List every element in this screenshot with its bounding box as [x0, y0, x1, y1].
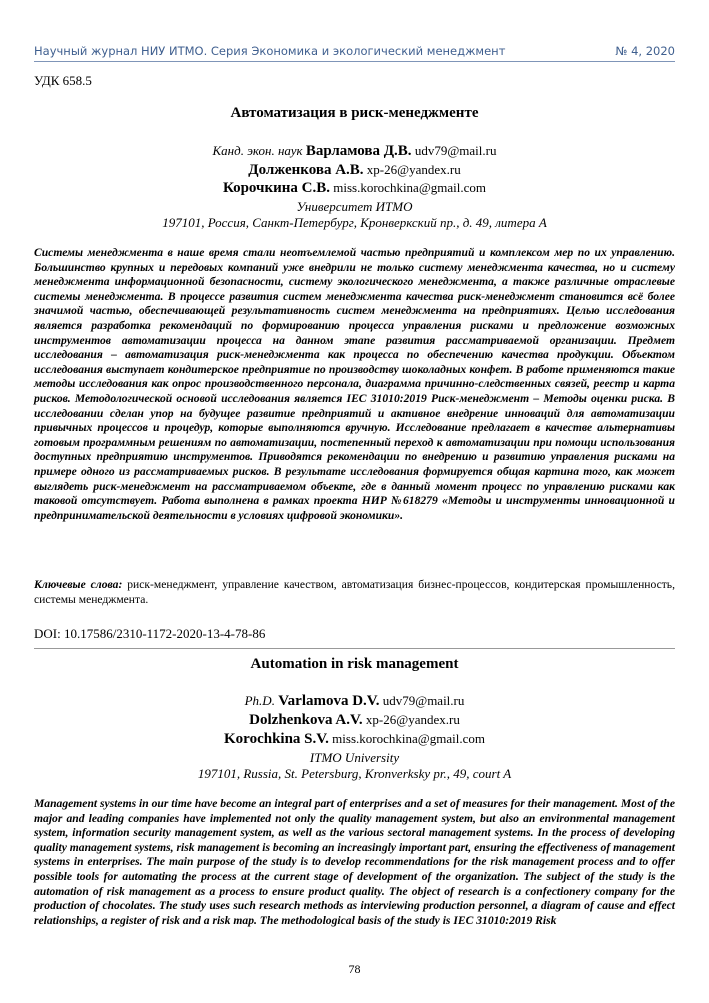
ru-author-3-email[interactable]: miss.korochkina@gmail.com — [333, 180, 487, 195]
ru-author-2-name: Долженкова А.В. — [248, 162, 364, 178]
issue-number: № 4, 2020 — [615, 44, 675, 58]
en-author-1-degree: Ph.D. — [244, 693, 275, 708]
en-author-1-name: Varlamova D.V. — [278, 693, 380, 709]
en-university: ITMO University — [309, 750, 400, 765]
en-author-3 — [34, 731, 675, 748]
en-author-3-name: Korochkina S.V. — [224, 731, 329, 747]
section-divider — [34, 648, 675, 649]
en-author-1 — [34, 693, 675, 710]
en-author-2-email[interactable]: xp-26@yandex.ru — [365, 712, 460, 727]
ru-author-3 — [34, 180, 675, 197]
en-author-1-email[interactable]: udv79@mail.ru — [382, 693, 465, 708]
ru-author-1-name: Варламова Д.В. — [305, 143, 412, 159]
ru-author-1-email[interactable]: udv79@mail.ru — [414, 143, 497, 158]
ru-keywords-text: риск-менеджмент, управление качеством, автоматизация бизнес-процессов, кондитерская промышленность, системы менеджмента. — [34, 578, 675, 606]
ru-author-1 — [34, 143, 675, 160]
ru-keywords — [34, 578, 675, 607]
running-header — [34, 44, 675, 60]
ru-university: Университет ИТМО — [296, 199, 413, 214]
en-author-2 — [34, 712, 675, 729]
en-abstract: Management systems in our time have become an integral part of enterprises and a set of measures for their management. Most of the major and leading companies have implemented not only the quality management system, but also an environmental management system, information security management system, as well as the various sectoral management systems. In the process of developing quality management systems, risk management is becoming an increasingly important part, ensuring the effectiveness of management systems in enterprises. The main purpose of the study is to develop recommendations for the risk management process and to offer possible tools for automating the process at the current stage of development of the organization. The subject of the study is the automation of risk management as a process to ensure product quality. The object of research is a confectionery company for the production of chocolates. The study uses such research methods as interviewing production personnel, a diagram of cause and effect relationships, a register of risk and a risk map. The methodological basis of the study is IEC 31010:2019 Risk — [34, 797, 675, 927]
en-author-2-name: Dolzhenkova A.V. — [249, 712, 363, 728]
ru-author-1-degree: Канд. экон. наук — [212, 143, 303, 158]
journal-name: Научный журнал НИУ ИТМО. Серия Экономика и экологический менеджмент — [34, 44, 506, 58]
ru-abstract: Системы менеджмента в наше время стали неотъемлемой частью предприятий и комплексом мер по их управлению. Большинство крупных и передовых компаний уже внедрили не только систему менеджмента качества, но и систему менеджмента информационной безопасности, систему экологического менеджмента, а также различные отраслевые системы менеджмента. В процессе развития систем менеджмента качества риск-менеджмент становится всё более значимой частью, обеспечивающей результативность систем менеджмента на предприятиях. Целью исследования является разработка рекомендаций по формированию процесса управления рисками и предложение возможных инструментов автоматизации процесса на данном этапе развития рассматриваемой организации. Предмет исследования – автоматизация риск-менеджмента как процесса по обеспечению качества продукции. Объектом исследования выступает кондитерское предприятие по производству шоколадных конфет. В работе применяются такие методы исследования как опрос производственного персонала, диаграмма причинно-следственных связей, реестр и карта рисков. Методологической основой исследования является IEC 31010:2019 Риск-менеджмент – Методы оценки риска. В исследовании сделан упор на будущее развитие предприятий и активное внедрение инноваций для автоматизации привычных процессов и процедур, которые выполняются вручную. Исследование предлагает в качестве альтернативы готовым программным решениям по автоматизации, постепенный переход к автоматизации при помощи использования доступных предприятию инструментов. Приводятся рекомендации по внедрению и развитию управления рисками на примере одного из рассматриваемых рисков. В результате исследования формируется общая картина того, как может выглядеть риск-менеджмент на рассматриваемом объекте, где в данный момент процесс по управлению рисками как таковой отсутствует. Работа выполнена в рамках проекта НИР №618279 «Методы и инструменты инновационной и предпринимательской деятельности в условиях цифровой экономики». — [34, 246, 675, 522]
header-divider — [34, 61, 675, 62]
ru-author-3-name: Корочкина С.В. — [222, 180, 330, 196]
ru-keywords-label: Ключевые слова: — [34, 578, 123, 591]
udk-code: УДК 658.5 — [34, 73, 92, 88]
doi[interactable]: DOI: 10.17586/2310-1172-2020-13-4-78-86 — [34, 626, 266, 641]
ru-author-2-email[interactable]: xp-26@yandex.ru — [366, 162, 461, 177]
ru-address: 197101, Россия, Санкт-Петербург, Кронверкский пр., д. 49, литера А — [162, 215, 547, 230]
page-number: 78 — [348, 962, 361, 976]
en-title: Automation in risk management — [250, 656, 459, 672]
ru-author-2 — [34, 162, 675, 179]
en-address: 197101, Russia, St. Petersburg, Kronverksky pr., 49, court A — [197, 766, 512, 781]
en-author-3-email[interactable]: miss.korochkina@gmail.com — [332, 731, 485, 746]
ru-title: Автоматизация в риск-менеджменте — [230, 105, 479, 121]
